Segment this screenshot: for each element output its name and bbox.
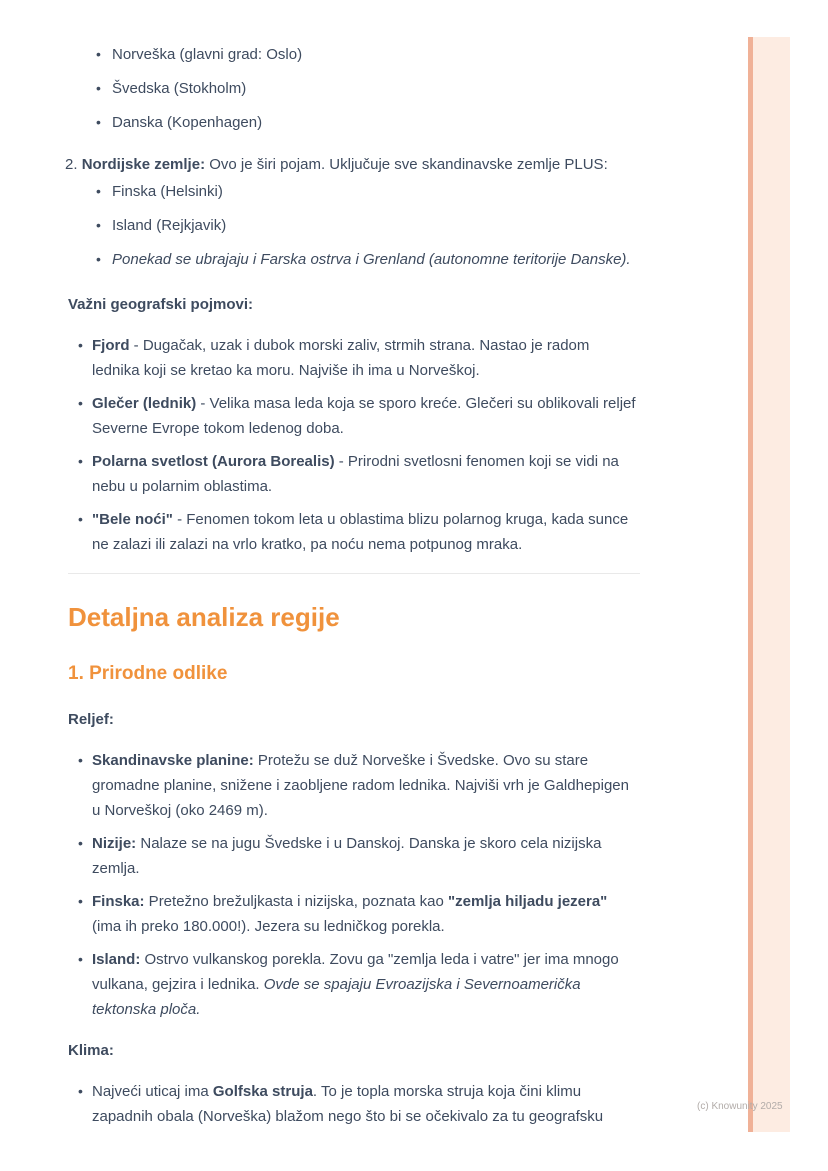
bullet-icon: •	[96, 80, 101, 96]
bullet-icon: •	[96, 46, 101, 62]
numbered-item-text	[82, 156, 608, 173]
list-item-text	[92, 893, 607, 935]
section-heading-pojmovi: Važni geografski pojmovi:	[68, 296, 254, 313]
list-item	[78, 507, 640, 557]
text-run: Norveška (glavni grad: Oslo)	[112, 46, 303, 63]
geographic-terms-list	[68, 333, 640, 557]
text-run: Ovo je širi pojam. Uključuje sve skandinavske zemlje PLUS:	[205, 156, 608, 173]
list-item-text	[92, 453, 619, 495]
list-item	[78, 1079, 640, 1129]
relief-list	[68, 748, 640, 1022]
bold-text: Polarna svetlost (Aurora Borealis)	[92, 453, 335, 470]
section-title-prirodne-odlike: 1. Prirodne odlike	[68, 663, 228, 684]
text-run: - Dugačak, uzak i dubok morski zaliv, strmih strana. Nastao je radom lednika koji se kretao ka moru. Najviše ih ima u Norveškoj.	[92, 337, 590, 379]
bold-text: Glečer (lednik)	[92, 395, 197, 412]
list-item-text	[92, 511, 628, 553]
list-item-text	[112, 183, 223, 200]
italic-text: Ovde se spajaju Evroazijska i Severnoamerička tektonska ploča.	[92, 976, 581, 1018]
section-heading-reljef: Reljef:	[68, 711, 114, 728]
bullet-icon: •	[78, 337, 83, 353]
list-item	[96, 42, 640, 67]
list-item-text	[92, 835, 601, 877]
list-item	[78, 831, 640, 881]
bullet-icon: •	[96, 114, 101, 130]
list-item-text	[92, 1083, 603, 1125]
bullet-icon: •	[78, 951, 83, 967]
bold-text: "Bele noći"	[92, 511, 173, 528]
scandinavian-countries-list	[68, 42, 640, 135]
list-item	[78, 748, 640, 823]
list-item	[96, 179, 640, 204]
list-item	[96, 110, 640, 135]
list-item	[78, 889, 640, 939]
list-item-text	[112, 114, 262, 131]
list-item-text	[112, 217, 226, 234]
list-item-text	[92, 752, 629, 819]
text-run: . To je topla morska struja koja čini klimu zapadnih obala (Norveška) blažom nego što bi se očekivalo za tu geografsku	[92, 1083, 604, 1125]
bullet-icon: •	[78, 752, 83, 768]
page-title: Detaljna analiza regije	[68, 602, 340, 632]
text-run: Danska (Kopenhagen)	[112, 114, 263, 131]
list-item	[96, 247, 640, 272]
bold-text: "zemlja hiljadu jezera"	[448, 893, 608, 910]
text-run: Ostrvo vulkanskog porekla. Zovu ga "zemlja leda i vatre" jer ima mnogo vulkana, gejzira i lednika.	[92, 951, 619, 993]
bullet-icon: •	[96, 217, 101, 233]
right-margin-stripe-panel	[753, 37, 790, 1132]
list-item-text	[92, 337, 589, 379]
document-content	[65, 42, 640, 1137]
bold-text: Nordijske zemlje:	[81, 156, 206, 173]
list-item-text	[92, 395, 636, 437]
bullet-icon: •	[96, 183, 101, 199]
bold-text: Golfska struja	[212, 1083, 313, 1100]
list-item-text	[92, 951, 619, 1018]
list-item-text	[112, 251, 631, 268]
section-heading-klima: Klima:	[68, 1042, 114, 1059]
italic-text: Ponekad se ubrajaju i Farska ostrva i Grenland (autonomne teritorije Danske).	[112, 251, 631, 268]
bullet-icon: •	[78, 511, 83, 527]
bullet-icon: •	[78, 835, 83, 851]
list-item	[78, 449, 640, 499]
text-run: Pretežno brežuljkasta i nizijska, poznata kao	[144, 893, 449, 910]
bullet-icon: •	[96, 251, 101, 267]
list-number: 2.	[65, 156, 78, 173]
text-run: Finska (Helsinki)	[112, 183, 223, 200]
bold-text: Island:	[92, 951, 141, 968]
text-run: Island (Rejkjavik)	[112, 217, 227, 234]
text-run: (ima ih preko 180.000!). Jezera su ledničkog porekla.	[92, 918, 445, 935]
climate-list	[68, 1079, 640, 1129]
text-run: Protežu se duž Norveške i Švedske. Ovo su stare gromadne planine, snižene i zaobljene radom lednika. Najviši vrh je Galdhepigen u Norveškoj (oko 2469 m).	[92, 752, 629, 819]
text-run: Švedska (Stokholm)	[112, 80, 247, 97]
text-run: - Velika masa leda koja se sporo kreće. Glečeri su oblikovali reljef Severne Evrope tokom ledenog doba.	[92, 395, 636, 437]
list-item	[96, 213, 640, 238]
bold-text: Nizije:	[92, 835, 137, 852]
nordic-countries-list	[68, 179, 640, 272]
list-item-text	[112, 80, 246, 97]
text-run: Nalaze se na jugu Švedske i u Danskoj. Danska je skoro cela nizijska zemlja.	[92, 835, 602, 877]
list-item	[78, 333, 640, 383]
numbered-item-nordic	[65, 152, 640, 177]
bullet-icon: •	[78, 1083, 83, 1099]
list-item	[78, 391, 640, 441]
list-item	[78, 947, 640, 1022]
list-item-text	[112, 46, 302, 63]
text-run: - Fenomen tokom leta u oblastima blizu polarnog kruga, kada sunce ne zalazi ili zalazi na vrlo kratko, pa noću nema potpunog mraka.	[92, 511, 629, 553]
text-run: - Prirodni svetlosni fenomen koji se vidi na nebu u polarnim oblastima.	[92, 453, 619, 495]
bullet-icon: •	[78, 395, 83, 411]
list-item	[96, 76, 640, 101]
bold-text: Skandinavske planine:	[92, 752, 254, 769]
bold-text: Finska:	[92, 893, 145, 910]
bullet-icon: •	[78, 453, 83, 469]
bullet-icon: •	[78, 893, 83, 909]
bold-text: Fjord	[92, 337, 130, 354]
section-divider	[68, 573, 640, 574]
text-run: Najveći uticaj ima	[92, 1083, 213, 1100]
copyright-notice: (c) Knowunity 2025	[697, 1101, 783, 1112]
